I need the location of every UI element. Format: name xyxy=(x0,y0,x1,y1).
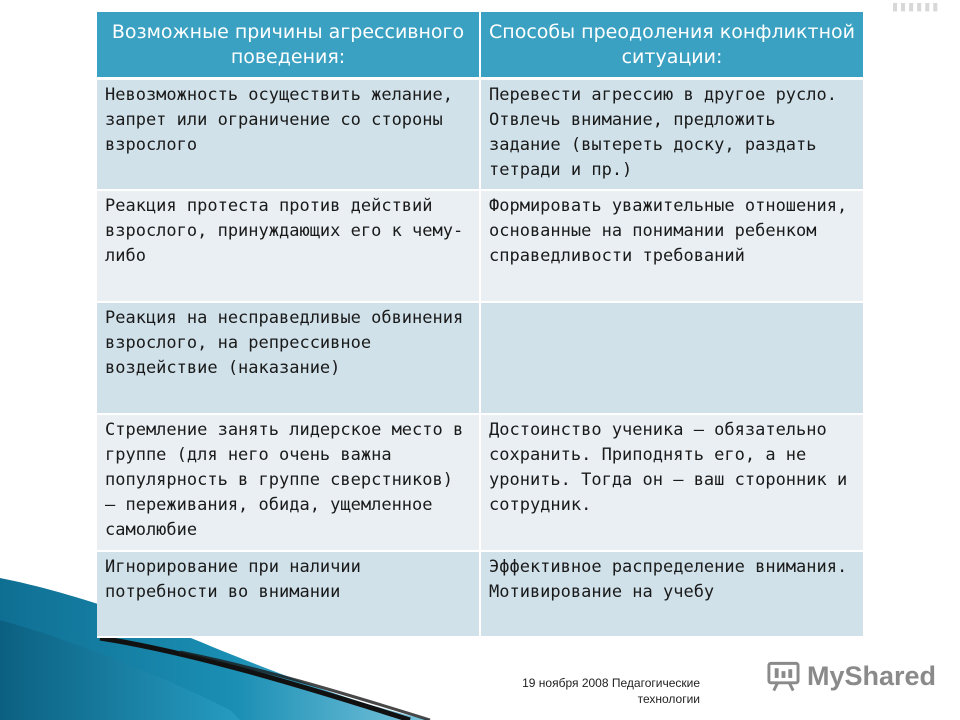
cell-method xyxy=(480,302,863,414)
corner-logo-mark: ▮▮▮▮▮▮ xyxy=(892,0,941,13)
causes-methods-table xyxy=(97,12,863,638)
presentation-board-icon xyxy=(766,658,801,694)
cell-cause: Стремление занять лидерское место в группе (для него очень важна популярность в группе сверстников) – переживания, обида, ущемленное самолюбие xyxy=(97,414,480,551)
cell-cause: Реакция протеста против действий взрослого, принуждающих его к чему-либо xyxy=(97,190,480,302)
table-row xyxy=(97,551,863,637)
cell-method: Перевести агрессию в другое русло. Отвлечь внимание, предложить задание (вытереть доску, раздать тетради и пр.) xyxy=(480,79,863,190)
footer-line-2: технологии xyxy=(637,692,700,706)
table-row xyxy=(97,414,863,551)
footer-line-1: 19 ноября 2008 Педагогические xyxy=(522,676,700,690)
table-row xyxy=(97,190,863,302)
table-row xyxy=(97,79,863,190)
cell-method: Формировать уважительные отношения, основанные на понимании ребенком справедливости требований xyxy=(480,190,863,302)
myshared-watermark[interactable] xyxy=(766,656,936,696)
cell-cause: Игнорирование при наличии потребности во внимании xyxy=(97,551,480,637)
table-header-row xyxy=(97,12,863,79)
cell-method: Достоинство ученика – обязательно сохранить. Приподнять его, а не уронить. Тогда он – ваш сторонник и сотрудник. xyxy=(480,414,863,551)
footer-date-note xyxy=(470,675,700,707)
header-methods: Способы преодоления конфликтной ситуации: xyxy=(480,12,863,79)
cell-cause: Невозможность осуществить желание, запрет или ограничение со стороны взрослого xyxy=(97,79,480,190)
cell-cause: Реакция на несправедливые обвинения взрослого, на репрессивное воздействие (наказание) xyxy=(97,302,480,414)
table-row xyxy=(97,302,863,414)
header-causes: Возможные причины агрессивного поведения: xyxy=(97,12,480,79)
cell-method: Эффективное распределение внимания. Мотивирование на учебу xyxy=(480,551,863,637)
brand-name: MyShared xyxy=(806,660,936,691)
